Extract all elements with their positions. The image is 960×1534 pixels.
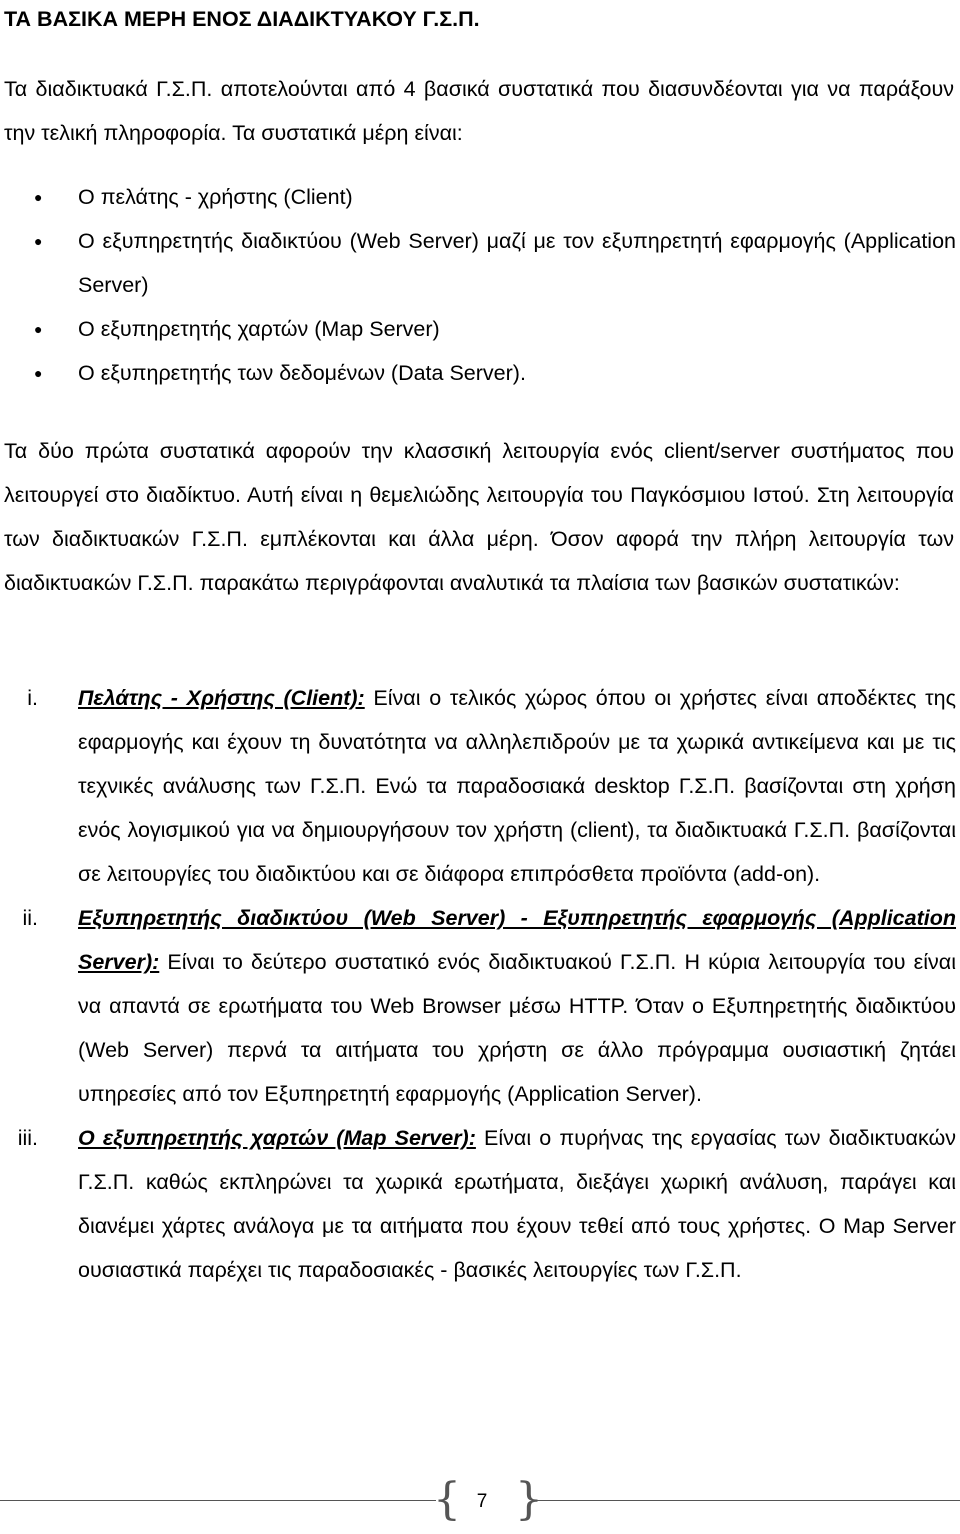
bullet-icon: ● — [34, 189, 43, 205]
bullet-text: Ο πελάτης - χρήστης (Client) — [78, 185, 353, 209]
component-detail-list — [0, 676, 960, 1292]
description-paragraph: Τα δύο πρώτα συστατικά αφορούν την κλασσική λειτουργία ενός client/server συστήματος που λειτουργεί στο διαδίκτυο. Αυτή είναι η θεμελιώδης λειτουργία του Παγκόσμιου Ιστού. Στη λειτουργία των διαδικτυακών Γ.Σ.Π. εμπλέκονται και άλλα μέρη. Όσον αφορά την πλήρη λειτουργία των διαδικτυακών Γ.Σ.Π. παρακάτω περιγράφονται αναλυτικά τα πλαίσια των βασικών συστατικών: — [4, 439, 954, 595]
bullet-text: Ο εξυπηρετητής διαδικτύου (Web Server) μαζί με τον εξυπηρετητή εφαρμογής (Application Server) — [78, 229, 956, 297]
bullet-item-data-server — [0, 351, 960, 395]
bullet-item-client — [0, 175, 960, 219]
page-footer — [0, 1474, 960, 1534]
component-bullet-list — [0, 175, 960, 395]
footer-rule-left — [0, 1500, 436, 1501]
bullet-text: Ο εξυπηρετητής των δεδομένων (Data Server). — [78, 361, 526, 385]
footer-rule-right — [533, 1500, 960, 1501]
item-term: Εξυπηρετητής διαδικτύου (Web Server) - Εξυπηρετητής εφαρμογής (Application Server): — [78, 906, 956, 974]
bullet-item-web-server — [0, 219, 960, 307]
item-number: iii. — [17, 1126, 38, 1150]
item-number: ii. — [22, 906, 38, 930]
item-term: Ο εξυπηρετητής χαρτών (Map Server): — [78, 1126, 476, 1150]
detail-item-web-server — [0, 896, 960, 1116]
right-brace-icon: } — [515, 1474, 543, 1525]
detail-item-client — [0, 676, 960, 896]
section-heading: ΤΑ ΒΑΣΙΚΑ ΜΕΡΗ ΕΝΟΣ ΔΙΑΔΙΚΤΥΑΚΟΥ Γ.Σ.Π. — [4, 7, 480, 31]
detail-item-map-server — [0, 1116, 960, 1292]
bullet-icon: ● — [34, 233, 43, 249]
left-brace-icon: { — [433, 1474, 461, 1525]
item-number: i. — [27, 686, 38, 710]
intro-paragraph: Τα διαδικτυακά Γ.Σ.Π. αποτελούνται από 4 βασικά συστατικά που διασυνδέονται για να παράξουν την τελική πληροφορία. Τα συστατικά μέρη είναι: — [4, 77, 954, 145]
bullet-icon: ● — [34, 365, 43, 381]
item-term: Πελάτης - Χρήστης (Client): — [78, 686, 365, 710]
bullet-text: Ο εξυπηρετητής χαρτών (Map Server) — [78, 317, 440, 341]
item-text: Είναι ο πυρήνας της εργασίας των διαδικτυακών Γ.Σ.Π. καθώς εκπληρώνει τα χωρικά ερωτήματα, διεξάγει χωρική ανάλυση, παράγει και διανέμει χάρτες ανάλογα με τα αιτήματα που έχουν τεθεί από τους χρήστες. Ο Map Server ουσιαστικά παρέχει τις παραδοσιακές - βασικές λειτουργίες των Γ.Σ.Π. — [78, 1126, 956, 1282]
bullet-item-map-server — [0, 307, 960, 351]
item-text: Είναι το δεύτερο συστατικό ενός διαδικτυακού Γ.Σ.Π. Η κύρια λειτουργία του είναι να απαντά σε ερωτήματα του Web Browser μέσω HTTP. Όταν ο Εξυπηρετητής διαδικτύου (Web Server) περνά τα αιτήματα του χρήστη σε άλλο πρόγραμμα ουσιαστική ζητάει υπηρεσίες από τον Εξυπηρετητή εφαρμογής (Application Server). — [78, 950, 956, 1106]
page-number: 7 — [476, 1491, 488, 1512]
bullet-icon: ● — [34, 321, 43, 337]
item-text: Είναι ο τελικός χώρος όπου οι χρήστες είναι αποδέκτες της εφαρμογής και έχουν τη δυνατότητα να αλληλεπιδρούν με τα χωρικά αντικείμενα και με τις τεχνικές ανάλυσης των Γ.Σ.Π. Ενώ τα παραδοσιακά desktop Γ.Σ.Π. βασίζονται στη χρήση ενός λογισμικού για να δημιουργήσουν τον χρήστη (client), τα διαδικτυακά Γ.Σ.Π. βασίζονται σε λειτουργίες του διαδικτύου και σε διάφορα επιπρόσθετα προϊόντα (add-on). — [78, 686, 956, 886]
